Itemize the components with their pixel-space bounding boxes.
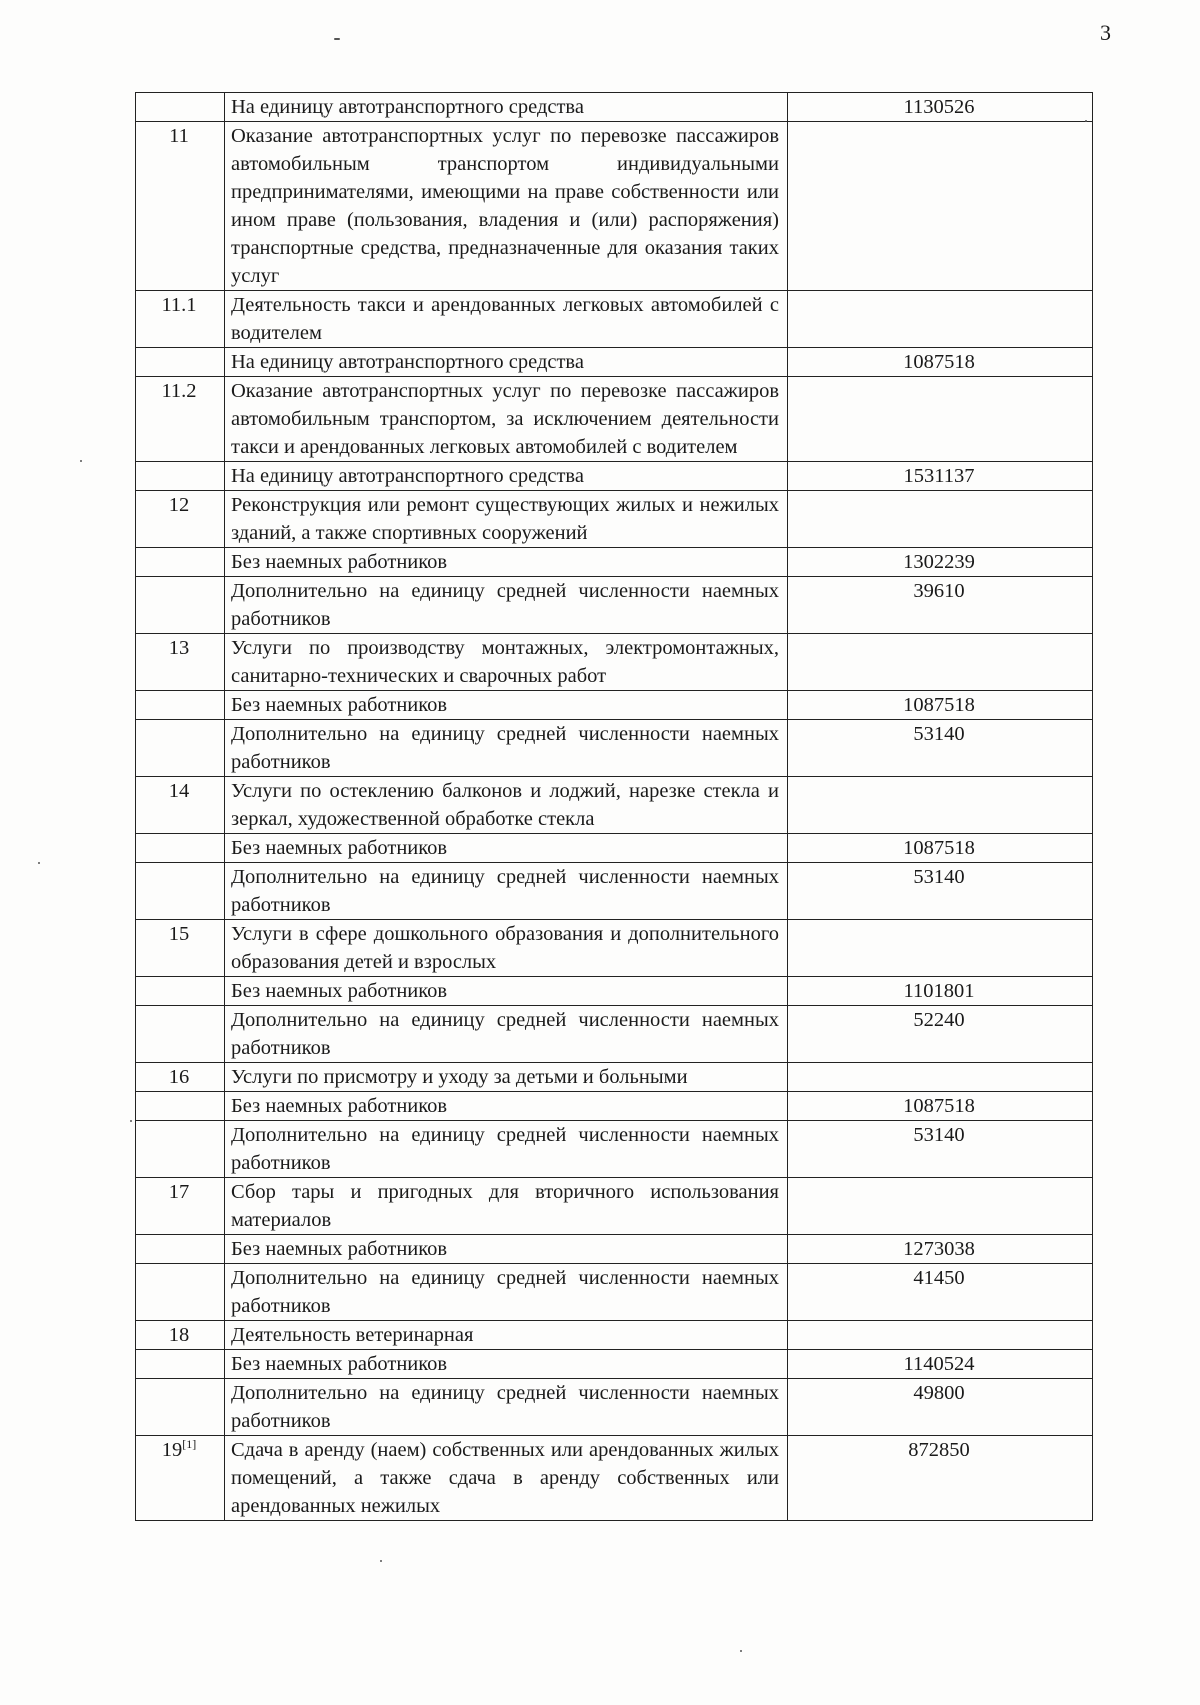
row-number-text: 15 [168,923,190,945]
activity-name: Без наемных работников [225,691,788,720]
amount-value: 53140 [788,1121,1093,1178]
scan-speck [1085,120,1087,122]
scan-speck [334,38,340,40]
row-number-text: 11.2 [161,380,197,402]
row-number-text: 16 [168,1066,190,1088]
amount-value [788,291,1093,348]
row-number [136,1178,225,1235]
row-number [136,1350,225,1379]
table-row [136,920,1093,977]
activity-name: Без наемных работников [225,1092,788,1121]
row-number-text: 12 [168,494,190,516]
activity-name: Оказание автотранспортных услуг по перевозке пассажиров автомобильным транспортом индивидуальными предпринимателями, имеющими на праве собственности или ином праве (пользования, владения и (или) распоряжения) транспортные средства, предназначенные для оказания таких услуг [225,122,788,291]
row-number [136,93,225,122]
amount-value [788,122,1093,291]
row-number [136,1063,225,1092]
footnote-marker: [1] [182,1437,197,1452]
row-number [136,1436,225,1521]
table-row [136,691,1093,720]
row-number [136,1006,225,1063]
row-number [136,920,225,977]
row-number [136,122,225,291]
row-number [136,634,225,691]
row-number [136,462,225,491]
row-number-text: 18 [168,1324,190,1346]
amount-value: 49800 [788,1379,1093,1436]
table-row [136,720,1093,777]
row-number [136,691,225,720]
amount-value: 1087518 [788,691,1093,720]
row-number-text: 11.1 [161,294,197,316]
activity-name: Дополнительно на единицу средней численности наемных работников [225,577,788,634]
scan-speck [38,862,40,864]
activity-name: Дополнительно на единицу средней численности наемных работников [225,1264,788,1321]
amount-value [788,777,1093,834]
table-row [136,291,1093,348]
table-row [136,634,1093,691]
activity-name: Сбор тары и пригодных для вторичного использования материалов [225,1178,788,1235]
table-row [136,122,1093,291]
activity-name: На единицу автотранспортного средства [225,348,788,377]
amount-value: 1140524 [788,1350,1093,1379]
table-row [136,348,1093,377]
table-row [136,977,1093,1006]
amount-value [788,1063,1093,1092]
row-number [136,491,225,548]
activity-name: Без наемных работников [225,1350,788,1379]
table-row [136,377,1093,462]
table-row [136,1379,1093,1436]
activity-name: На единицу автотранспортного средства [225,93,788,122]
scan-speck [740,1650,742,1652]
amount-value [788,920,1093,977]
activity-name: Деятельность ветеринарная [225,1321,788,1350]
activity-name: Услуги по присмотру и уходу за детьми и больными [225,1063,788,1092]
amount-value [788,1178,1093,1235]
row-number [136,777,225,834]
row-number [136,577,225,634]
activity-name: Дополнительно на единицу средней численности наемных работников [225,1006,788,1063]
activity-name: Дополнительно на единицу средней численности наемных работников [225,720,788,777]
table-row [136,1235,1093,1264]
row-number [136,720,225,777]
row-number-text: 19 [161,1439,183,1461]
amount-value: 39610 [788,577,1093,634]
table-row [136,777,1093,834]
amount-value: 1273038 [788,1235,1093,1264]
table-row [136,1264,1093,1321]
row-number [136,977,225,1006]
row-number [136,548,225,577]
activity-name: Без наемных работников [225,548,788,577]
amount-value: 1087518 [788,348,1093,377]
amount-value: 53140 [788,863,1093,920]
amount-value: 1130526 [788,93,1093,122]
row-number [136,1321,225,1350]
activity-name: Услуги по производству монтажных, электромонтажных, санитарно-технических и сварочных работ [225,634,788,691]
amount-value [788,491,1093,548]
table-row [136,1092,1093,1121]
page-number: 3 [1100,20,1111,45]
table-row [136,548,1093,577]
table-row [136,1121,1093,1178]
amount-value [788,634,1093,691]
row-number-text: 11 [169,125,189,147]
table-row [136,1178,1093,1235]
amount-value: 53140 [788,720,1093,777]
activity-name: Без наемных работников [225,1235,788,1264]
row-number [136,291,225,348]
row-number [136,834,225,863]
amount-value [788,377,1093,462]
activity-name: Сдача в аренду (наем) собственных или арендованных жилых помещений, а также сдача в аренду собственных или арендованных нежилых [225,1436,788,1521]
row-number [136,1264,225,1321]
table-row [136,1321,1093,1350]
row-number [136,1092,225,1121]
amount-value: 1302239 [788,548,1093,577]
row-number [136,1235,225,1264]
activity-name: Реконструкция или ремонт существующих жилых и нежилых зданий, а также спортивных сооружений [225,491,788,548]
tariff-table [135,92,1093,1521]
scan-speck [130,1120,132,1122]
activity-name: Деятельность такси и арендованных легковых автомобилей с водителем [225,291,788,348]
amount-value: 1531137 [788,462,1093,491]
amount-value: 41450 [788,1264,1093,1321]
amount-value: 1087518 [788,834,1093,863]
activity-name: Дополнительно на единицу средней численности наемных работников [225,1379,788,1436]
table-row [136,1350,1093,1379]
row-number-text: 13 [168,637,190,659]
row-number [136,1379,225,1436]
activity-name: Дополнительно на единицу средней численности наемных работников [225,863,788,920]
row-number [136,1121,225,1178]
row-number [136,863,225,920]
amount-value: 872850 [788,1436,1093,1521]
row-number [136,377,225,462]
table-row [136,1063,1093,1092]
activity-name: Дополнительно на единицу средней численности наемных работников [225,1121,788,1178]
activity-name: Без наемных работников [225,977,788,1006]
activity-name: Услуги в сфере дошкольного образования и дополнительного образования детей и взрослых [225,920,788,977]
activity-name: Без наемных работников [225,834,788,863]
amount-value [788,1321,1093,1350]
table-row [136,1006,1093,1063]
activity-name: На единицу автотранспортного средства [225,462,788,491]
table-row [136,577,1093,634]
table-row [136,834,1093,863]
table-row [136,93,1093,122]
activity-name: Оказание автотранспортных услуг по перевозке пассажиров автомобильным транспортом, за исключением деятельности такси и арендованных легковых автомобилей с водителем [225,377,788,462]
table-row [136,491,1093,548]
amount-value: 1101801 [788,977,1093,1006]
row-number-text: 17 [168,1181,190,1203]
scan-speck [380,1560,382,1562]
row-number-text: 14 [168,780,190,802]
amount-value: 52240 [788,1006,1093,1063]
amount-value: 1087518 [788,1092,1093,1121]
activity-name: Услуги по остеклению балконов и лоджий, нарезке стекла и зеркал, художественной обработке стекла [225,777,788,834]
table-row [136,462,1093,491]
table-row [136,1436,1093,1521]
row-number [136,348,225,377]
table-row [136,863,1093,920]
scan-speck [80,460,82,462]
